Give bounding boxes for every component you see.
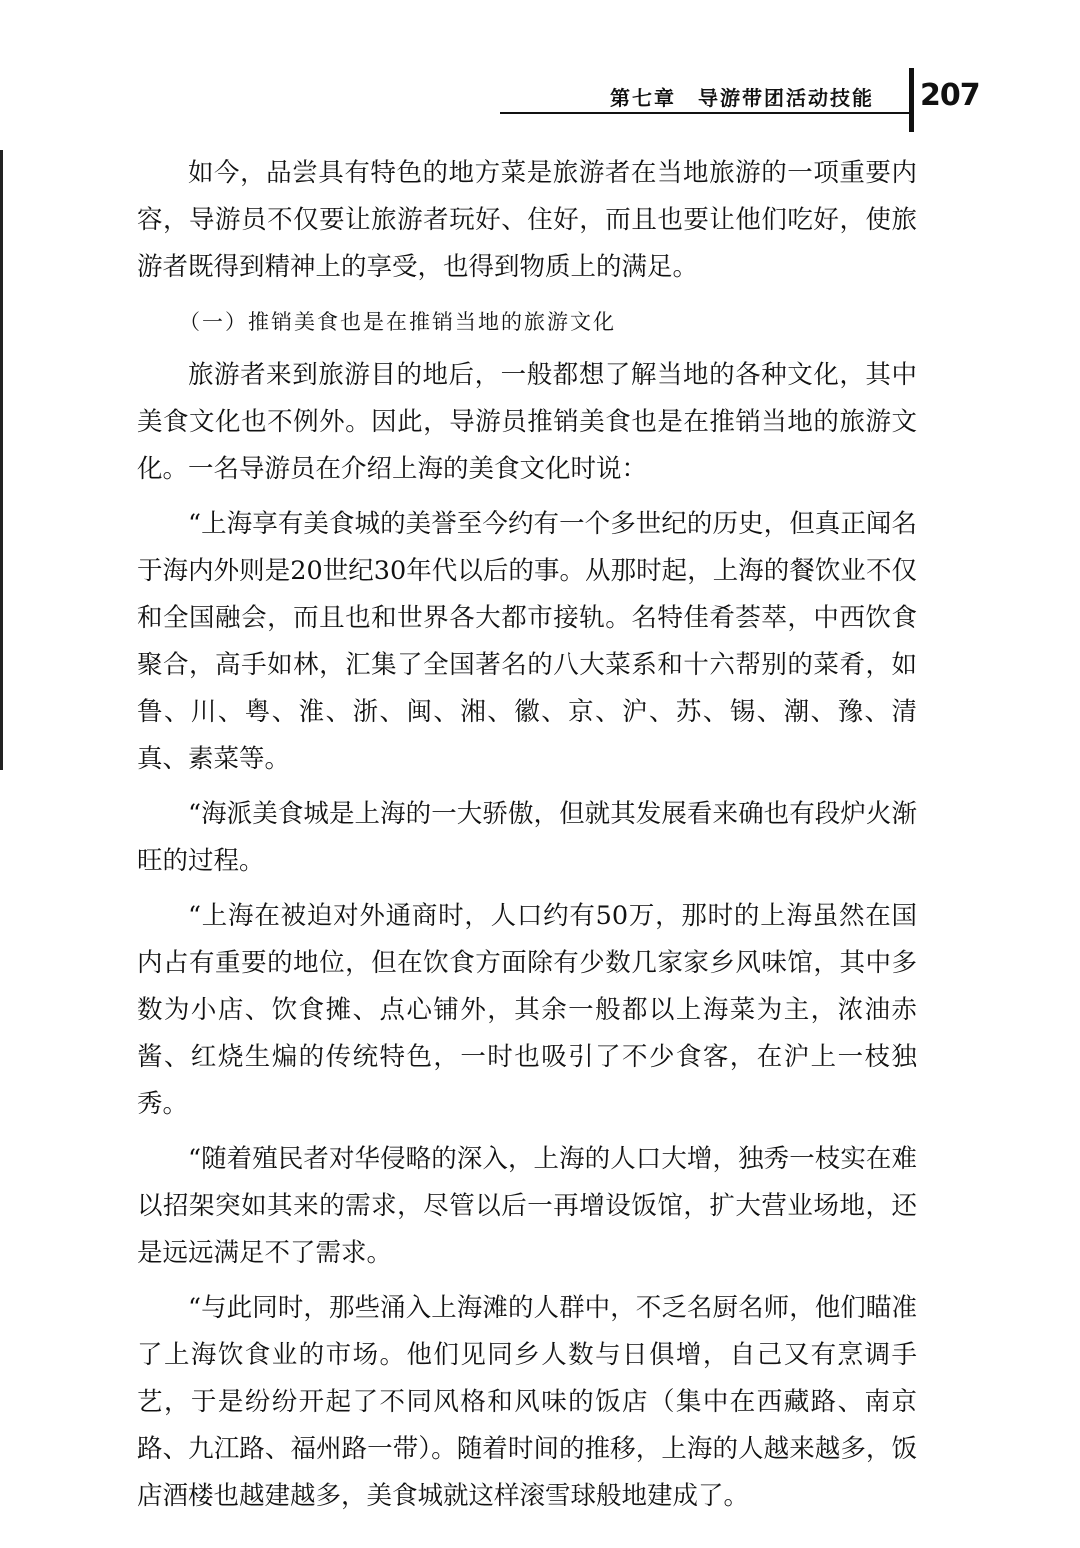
section-subheading: （一）推销美食也是在推销当地的旅游文化	[179, 310, 616, 334]
paragraph-quote: “上海在被迫对外通商时，人口约有50万，那时的上海虽然在国内占有重要的地位，但在饮食方面除有少数几家家乡风味馆，其中多数为小店、饮食摊、点心铺外，其余一般都以上海菜为主，浓油赤酱、红烧生煸的传统特色，一时也吸引了不少食客，在沪上一枝独秀。	[137, 901, 917, 1119]
paragraph-intro: 如今，品尝具有特色的地方菜是旅游者在当地旅游的一项重要内容，导游员不仅要让旅游者玩好、住好，而且也要让他们吃好，使旅游者既得到精神上的享受，也得到物质上的满足。	[137, 158, 917, 282]
paragraph: 旅游者来到旅游目的地后，一般都想了解当地的各种文化，其中美食文化也不例外。因此，导游员推销美食也是在推销当地的旅游文化。一名导游员在介绍上海的美食文化时说：	[137, 360, 917, 484]
header-rule	[500, 112, 910, 114]
running-header-chapter: 第七章 导游带团活动技能	[610, 86, 874, 110]
body-text	[137, 150, 917, 1528]
page-number: 207	[920, 78, 980, 113]
binding-shadow-line	[0, 150, 3, 770]
paragraph-quote: “随着殖民者对华侵略的深入，上海的人口大增，独秀一枝实在难以招架突如其来的需求，尽管以后一再增设饭馆，扩大营业场地，还是远远满足不了需求。	[137, 1144, 917, 1268]
header-vertical-bar	[909, 68, 914, 132]
paragraph-quote: “海派美食城是上海的一大骄傲，但就其发展看来确也有段炉火渐旺的过程。	[137, 799, 917, 876]
paragraph-quote: “上海享有美食城的美誉至今约有一个多世纪的历史，但真正闻名于海内外则是20世纪30年代以后的事。从那时起，上海的餐饮业不仅和全国融会，而且也和世界各大都市接轨。名特佳肴荟萃，中西饮食聚合，高手如林，汇集了全国著名的八大菜系和十六帮别的菜肴，如鲁、川、粤、淮、浙、闽、湘、徽、京、沪、苏、锡、潮、豫、清真、素菜等。	[137, 509, 917, 774]
paragraph-quote: “与此同时，那些涌入上海滩的人群中，不乏名厨名师，他们瞄准了上海饮食业的市场。他们见同乡人数与日俱增，自己又有烹调手艺，于是纷纷开起了不同风格和风味的饭店（集中在西藏路、南京路、九江路、福州路一带）。随着时间的推移，上海的人越来越多，饭店酒楼也越建越多，美食城就这样滚雪球般地建成了。	[137, 1293, 917, 1511]
